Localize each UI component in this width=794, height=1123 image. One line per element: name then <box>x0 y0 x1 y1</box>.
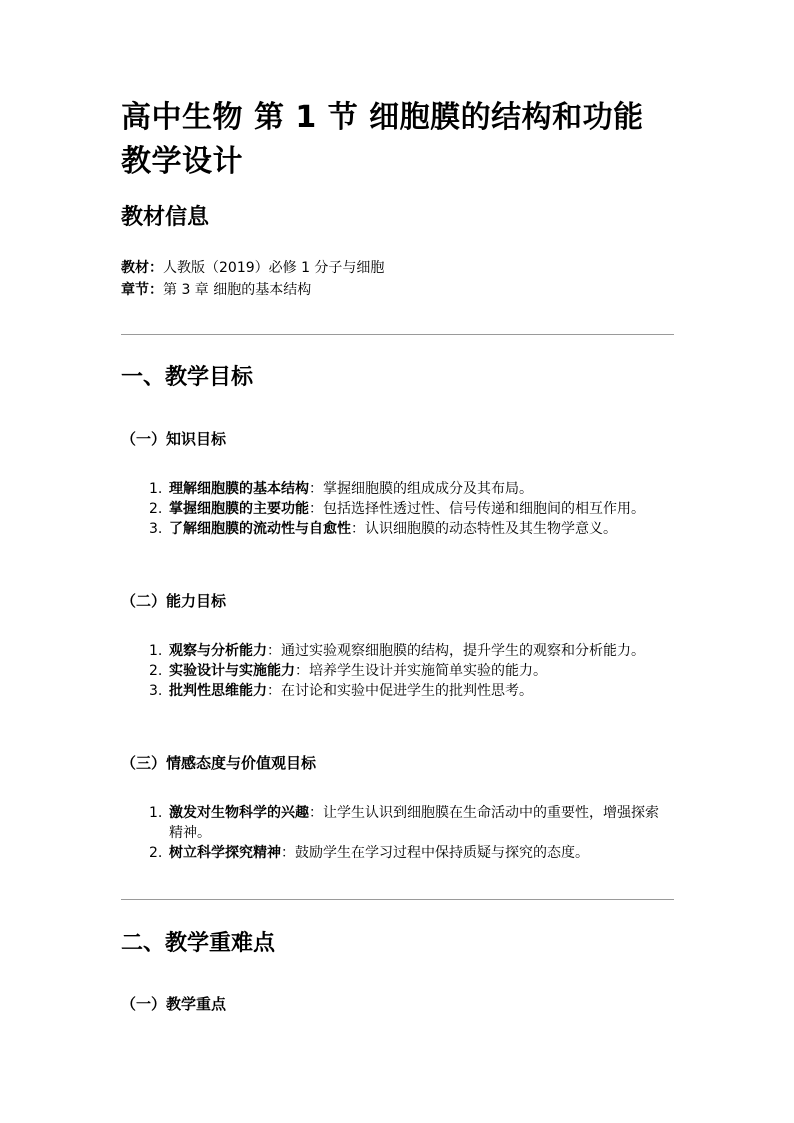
item-term: 激发对生物科学的兴趣 <box>169 805 309 821</box>
item-text: ：认识细胞膜的动态特性及其生物学意义。 <box>351 521 617 537</box>
textbook-label: 教材： <box>121 260 163 276</box>
list-item <box>149 641 669 661</box>
item-number: 3. <box>149 683 163 699</box>
attitude-objectives-list <box>149 803 679 863</box>
item-number: 2. <box>149 663 163 679</box>
ability-objectives-heading: （二）能力目标 <box>121 592 227 610</box>
list-item <box>149 499 669 519</box>
item-number: 1. <box>149 643 163 659</box>
item-text: ：让学生认识到细胞膜在生命活动中的重要性，增强探索精神。 <box>169 805 659 841</box>
list-item <box>149 519 679 539</box>
ability-objectives-list <box>149 641 679 701</box>
list-item <box>149 479 669 499</box>
item-text: ：通过实验观察细胞膜的结构，提升学生的观察和分析能力。 <box>267 643 645 659</box>
item-term: 批判性思维能力 <box>169 683 267 699</box>
item-term: 实验设计与实施能力 <box>169 663 295 679</box>
knowledge-objectives-heading: （一）知识目标 <box>121 430 227 448</box>
key-difficult-points-heading: 二、教学重难点 <box>121 931 276 956</box>
item-term: 掌握细胞膜的主要功能 <box>169 501 309 517</box>
knowledge-objectives-list <box>149 479 679 539</box>
attitude-objectives-heading: （三）情感态度与价值观目标 <box>121 754 317 772</box>
list-item <box>149 681 679 701</box>
section-divider-2 <box>121 899 674 900</box>
item-number: 2. <box>149 845 163 861</box>
item-text: ：培养学生设计并实施简单实验的能力。 <box>295 663 547 679</box>
list-item <box>149 803 669 843</box>
document-title-line-2: 教学设计 <box>121 144 243 179</box>
item-term: 树立科学探究精神 <box>169 845 281 861</box>
item-text: ：包括选择性透过性、信号传递和细胞间的相互作用。 <box>309 501 645 517</box>
teaching-objectives-heading: 一、教学目标 <box>121 365 254 390</box>
item-text: ：鼓励学生在学习过程中保持质疑与探究的态度。 <box>281 845 589 861</box>
item-number: 3. <box>149 521 163 537</box>
chapter-value: 第 3 章 细胞的基本结构 <box>163 282 312 298</box>
item-term: 理解细胞膜的基本结构 <box>169 481 309 497</box>
item-number: 1. <box>149 805 163 821</box>
item-term: 观察与分析能力 <box>169 643 267 659</box>
section-divider-1 <box>121 334 674 335</box>
teaching-key-points-heading: （一）教学重点 <box>121 995 227 1013</box>
document-title <box>121 96 674 184</box>
list-item <box>149 661 679 681</box>
document-title-line-1: 高中生物 第 1 节 细胞膜的结构和功能 <box>121 100 644 135</box>
chapter-label: 章节： <box>121 282 163 298</box>
item-text: ：掌握细胞膜的组成成分及其布局。 <box>309 481 533 497</box>
item-term: 了解细胞膜的流动性与自愈性 <box>169 521 351 537</box>
item-number: 1. <box>149 481 163 497</box>
textbook-line <box>121 257 384 279</box>
textbook-info-heading: 教材信息 <box>121 205 210 230</box>
chapter-line <box>121 279 311 301</box>
item-number: 2. <box>149 501 163 517</box>
textbook-value: 人教版（2019）必修 1 分子与细胞 <box>163 260 385 276</box>
list-item <box>149 843 679 863</box>
item-text: ：在讨论和实验中促进学生的批判性思考。 <box>267 683 533 699</box>
